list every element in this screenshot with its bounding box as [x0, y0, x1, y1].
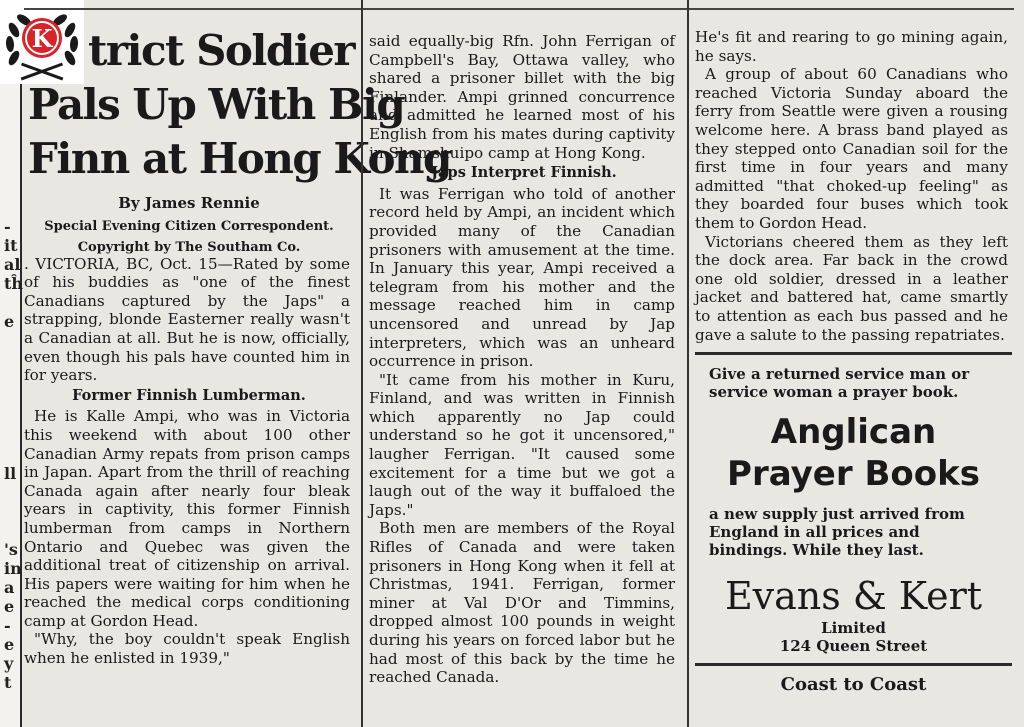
ad-divider-bottom	[695, 663, 1012, 666]
article-headline: trict Soldier Pals Up With Big Finn at Hong Kong	[28, 26, 451, 183]
previous-column-fragment: - it al tĥ e ll 's in a e - e y t	[0, 84, 22, 727]
copyright-credit: Copyright by The Southam Co.	[77, 239, 301, 255]
paragraph-2: He is Kalle Ampi, who was in Victoria this weekend with about 100 other Canadian Army repats from prison camps in Japan. Apart from the thrill of reaching Canada again after nearly four bleak years in captivity, this former Finnish lumberman from camps in Northern Ontario and Quebec was given the additional treat of citizenship on arrival. His papers were waiting for him when he reached the medical corps conditioning camp at Gordon Head.	[24, 407, 350, 630]
ad-body-text: a new supply just arrived from England in all prices and bindings. While they last.	[709, 505, 965, 560]
ad-title-anglican: Anglican	[770, 412, 937, 453]
ad-brand-name: Evans & Kert	[724, 574, 983, 619]
article-column-2	[361, 0, 679, 727]
correspondent-credit: Special Evening Citizen Correspondent.	[44, 218, 334, 234]
paragraph-10: Victorians cheered them as they left the dock area. Far back in the crowd one old soldier, dressed in a leather jacket and battered hat, came smartly to attention as each bus passed and he gave a salute to the passing repatriates.	[695, 232, 1008, 344]
paragraph-6: "It came from his mother in Kuru, Finland, and was written in Finnish which apparently no Jap could understand so he got it uncensored," laugher Ferrigan. "It caused some excitement for a time but we got a laugh out of the way it buffaloed the Japs."	[369, 370, 675, 519]
article-column-3	[687, 0, 1012, 727]
ad-divider-top	[695, 352, 1012, 355]
paragraph-1: . VICTORIA, BC, Oct. 15—Rated by some of his buddies as "one of the finest Canadians captured by the Japs" a strapping, blonde Easterner really wasn't a Canadian at all. But he is now, officially, even though his pals have counted him in for years.	[24, 254, 350, 385]
paragraph-7: Both men are members of the Royal Rifles of Canada and were taken prisoners in Hong Kong when it fell at Christmas, 1941. Ferrigan, former miner at Val D'Or and Timmins, dropped almost 100 pounds in weight during his years on forced labor but he had most of this back by the time he reached Canada.	[369, 519, 675, 687]
paragraph-9: A group of about 60 Canadians who reached Victoria Sunday aboard the ferry from Seattle were given a rousing welcome here. A brass band played as they stepped onto Canadian soil for the first time in four years and many admitted "that choked-up feeling" as they boarded four buses which took them to Gordon Head.	[695, 65, 1008, 232]
ad-title-prayer-books: Prayer Books	[727, 454, 980, 495]
article-column-1	[24, 0, 451, 727]
subhead-japs-interpret: Japs Interpret Finnish.	[431, 164, 617, 182]
byline: By James Rennie	[118, 194, 260, 212]
subhead-finnish-lumberman: Former Finnish Lumberman.	[72, 386, 306, 404]
ad-lead-text: Give a returned service man or service woman a prayer book.	[709, 365, 970, 402]
paragraph-5: It was Ferrigan who told of another record held by Ampi, an incident which provided many of the Canadian prisoners with amusement at the time. In January this year, Ampi received a telegram from his mother and the message reached him in camp uncensored and unread by Jap interpreters, which was an unheard occurrence in prison.	[369, 184, 675, 371]
prayer-book-ad	[695, 365, 1012, 655]
paragraph-3: "Why, the boy couldn't speak English when he enlisted in 1939,"	[24, 630, 350, 668]
svg-text:K: K	[31, 24, 53, 53]
next-article-heading: Coast to Coast	[780, 674, 927, 696]
paragraph-4: said equally-big Rfn. John Ferrigan of Campbell's Bay, Ottawa valley, who shared a prisoner billet with the big Finlander. Ampi grinned concurrence and admitted he learned most of his English from his mates during captivity in Shamshuipo camp at Hong Kong.	[369, 32, 675, 162]
ad-limited: Limited	[821, 619, 886, 638]
paragraph-8: He's fit and rearing to go mining again, he says.	[695, 28, 1008, 65]
ad-address: 124 Queen Street	[779, 637, 928, 656]
